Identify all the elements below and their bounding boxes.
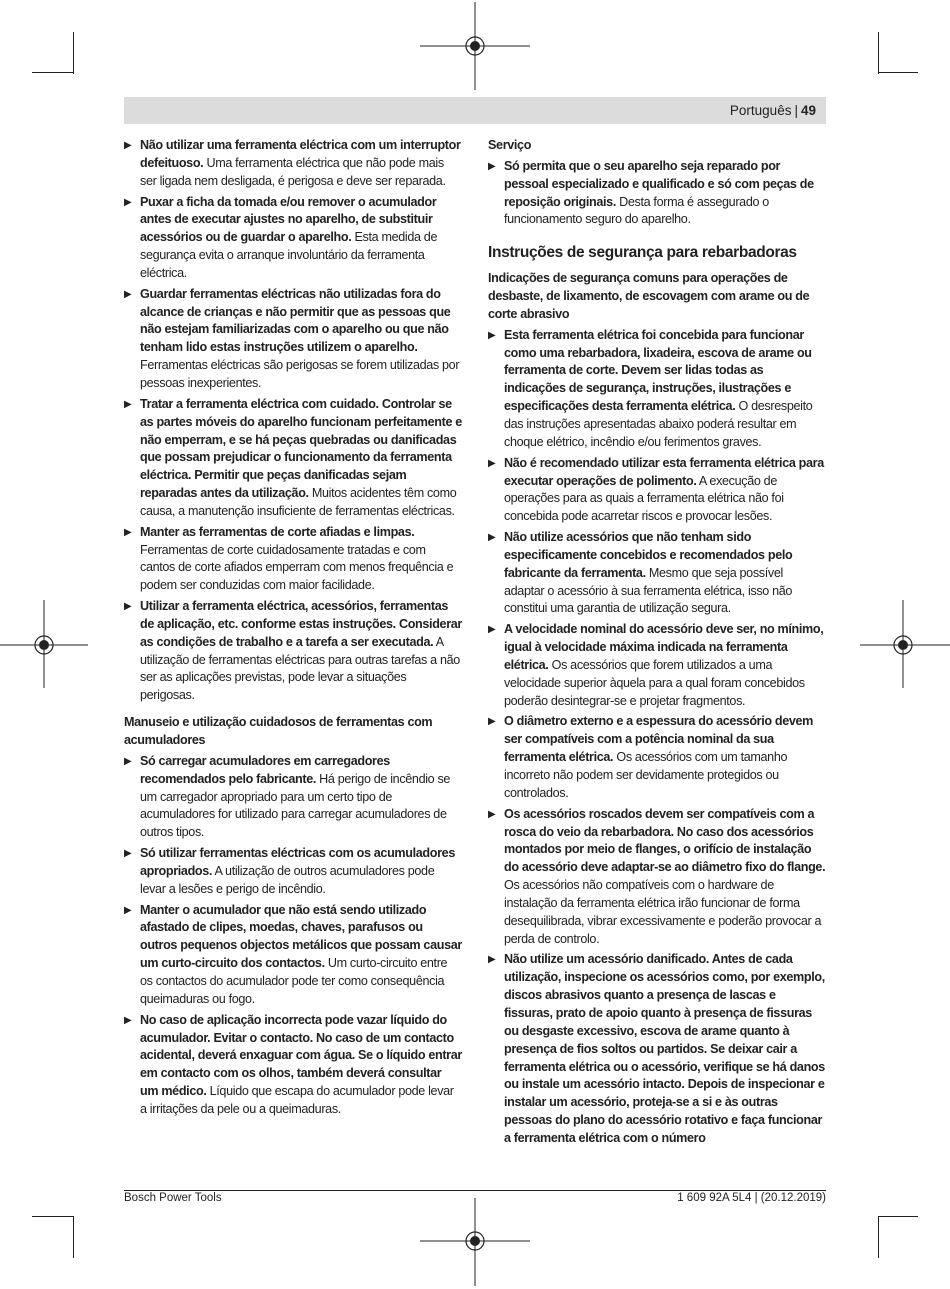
list-item xyxy=(124,396,462,521)
item-bold-text: O diâmetro externo e a espessura do acessório devem ser compatíveis com a potência nominal da sua ferramenta elétrica. xyxy=(504,714,814,765)
item-text: Ferramentas de corte cuidadosamente tratadas e com cantos de corte afiados emperram com menos frequência e podem ser conduzidas com maior facilidade. xyxy=(140,542,454,593)
bullet-arrow-icon: ▶ xyxy=(124,526,132,538)
footer-brand: Bosch Power Tools xyxy=(124,1192,222,1204)
item-bold-text: Só permita que o seu aparelho seja reparado por pessoal especializado e qualificado e só com peças de reposição originais. xyxy=(504,158,814,209)
bullet-arrow-icon: ▶ xyxy=(124,196,132,208)
section-subheading: Indicações de segurança comuns para operações de desbaste, de lixamento, de escovagem com arame ou de corte abrasivo xyxy=(488,271,810,321)
item-bold-text: Tratar a ferramenta eléctrica com cuidado. Controlar se as partes móveis do aparelho funcionam perfeitamente e não emperram, e se há peças quebradas ou danificadas que possam prejudicar o funcionamento da ferramenta eléctrica. Permitir que peças danificadas sejam reparadas antes da utilização. xyxy=(140,396,462,501)
bullet-arrow-icon: ▶ xyxy=(124,601,132,613)
item-bold-text: Esta ferramenta elétrica foi concebida para funcionar como uma rebarbadora, lixadeira, escova de arame ou ferramenta de corte. Devem ser lidas todas as indicações de segurança, instruções, ilustrações e especificações desta ferramenta elétrica. xyxy=(504,327,812,414)
item-text: Líquido que escapa do acumulador pode levar a irritações da pele ou a queimaduras. xyxy=(140,1084,454,1116)
bullet-arrow-icon: ▶ xyxy=(124,398,132,410)
crop-mark xyxy=(878,1216,918,1217)
item-text: O desrespeito das instruções apresentadas abaixo poderá resultar em choque elétrico, incêndio e/ou ferimentos graves. xyxy=(504,399,813,449)
crop-mark xyxy=(32,1216,74,1217)
list-item xyxy=(124,845,462,899)
item-bold-text: Guardar ferramentas eléctricas não utilizadas fora do alcance de crianças e não permitir que as pessoas que não estejam familiarizadas com o aparelho ou que não tenham lido estas instruções utilizem o aparelho. xyxy=(140,286,451,355)
item-bold-text: Não é recomendado utilizar esta ferramenta elétrica para executar operações de polimento. xyxy=(504,455,824,488)
item-text: A utilização de outros acumuladores pode levar a lesões e perigo de incêndio. xyxy=(140,863,435,896)
item-text: Os acessórios com um tamanho incorreto não podem ser devidamente protegidos ou controlados. xyxy=(504,750,788,800)
bullet-arrow-icon: ▶ xyxy=(124,1014,132,1026)
item-bold-text: Não utilizar uma ferramenta eléctrica com um interruptor defeituoso. xyxy=(140,138,461,170)
item-bold-text: Os acessórios roscados devem ser compatíveis com a rosca do veio da rebarbadora. No caso dos acessórios montados por meio de flanges, o orifício de instalação do acessório deve adaptar-se ao diâmetro fixo do flange. xyxy=(504,806,826,875)
item-text: A execução de operações para as quais a ferramenta elétrica não foi concebida pode acarretar riscos e provocar lesões. xyxy=(504,473,784,524)
header-bar xyxy=(124,97,826,124)
item-text: Desta forma é assegurado o funcionamento seguro do aparelho. xyxy=(504,194,769,227)
right-column xyxy=(488,137,826,1151)
bullet-arrow-icon: ▶ xyxy=(488,329,496,341)
item-bold-text: Utilizar a ferramenta eléctrica, acessórios, ferramentas de aplicação, etc. conforme estas instruções. Considerar as condições de trabalho e a tarefa a ser executada. xyxy=(140,599,462,649)
registration-mark-left xyxy=(0,600,90,690)
crop-mark xyxy=(32,72,74,73)
registration-mark-right xyxy=(860,600,950,690)
item-bold-text: Manter as ferramentas de corte afiadas e limpas. xyxy=(140,524,415,539)
registration-mark-bottom xyxy=(420,1198,530,1288)
item-bold-text: Manter o acumulador que não está sendo utilizado afastado de clipes, moedas, chaves, parafusos ou outros pequenos objectos metálicos que possam causar um curto-circuito dos contactos. xyxy=(140,902,462,971)
bullet-arrow-icon: ▶ xyxy=(488,457,496,469)
item-text: Há perigo de incêndio se um carregador apropriado para um certo tipo de acumuladores for utilizado para carregar acumuladores de outros tipos. xyxy=(140,771,451,840)
item-text: A utilização de ferramentas eléctricas para outras tarefas a não ser as aplicações previstas, pode levar a situações perigosas. xyxy=(140,634,460,703)
bullet-arrow-icon: ▶ xyxy=(488,532,496,544)
crop-mark xyxy=(878,1216,879,1258)
section-title: Instruções de segurança para rebarbadoras xyxy=(488,244,797,262)
list-item xyxy=(488,455,826,526)
footer-rule xyxy=(124,1190,826,1191)
bullet-arrow-icon: ▶ xyxy=(488,954,496,966)
list-item xyxy=(124,1012,462,1119)
left-column xyxy=(124,137,462,1122)
item-text: Um curto-circuito entre os contactos do acumulador pode ter como consequência queimaduras ou fogo. xyxy=(140,956,448,1006)
bullet-arrow-icon: ▶ xyxy=(124,755,132,767)
item-text: Ferramentas eléctricas são perigosas se forem utilizadas por pessoas inexperientes. xyxy=(140,358,460,390)
page-number: 49 xyxy=(800,103,816,118)
item-bold-text: No caso de aplicação incorrecta pode vazar líquido do acumulador. Evitar o contacto. No caso de um contacto acidental, deverá enxaguar com água. Se o líquido entrar em contacto com os olhos, também deverá consultar um médico. xyxy=(140,1012,462,1099)
item-text: Uma ferramenta eléctrica que não pode mais ser ligada nem desligada, é perigosa e deve ser reparada. xyxy=(140,155,446,188)
item-bold-text: Puxar a ficha da tomada e/ou remover o acumulador antes de executar ajustes no aparelho, de substituir acessórios ou de guardar o aparelho. xyxy=(140,194,437,245)
bullet-arrow-icon: ▶ xyxy=(124,140,132,151)
bullet-arrow-icon: ▶ xyxy=(488,716,496,728)
list-item xyxy=(124,902,462,1009)
item-bold-text: Só carregar acumuladores em carregadores recomendados pelo fabricante. xyxy=(140,753,390,786)
registration-mark-top xyxy=(420,2,530,92)
list-item xyxy=(488,529,826,618)
list-item xyxy=(124,194,462,283)
bullet-arrow-icon: ▶ xyxy=(124,288,132,300)
item-bold-text: Não utilize acessórios que não tenham sido especificamente concebidos e recomendados pelo fabricante da ferramenta. xyxy=(504,530,793,580)
list-item xyxy=(124,598,462,705)
bullet-arrow-icon: ▶ xyxy=(488,160,496,172)
header-separator: | xyxy=(794,103,798,118)
crop-mark xyxy=(878,32,879,74)
section-subheading: Manuseio e utilização cuidadosos de ferramentas com acumuladores xyxy=(124,715,433,747)
crop-mark xyxy=(73,32,74,74)
item-bold-text: Não utilize um acessório danificado. Antes de cada utilização, inspecione os acessórios como, por exemplo, discos abrasivos quanto a presença de lascas e fissuras, prato de apoio quanto à presença de fissuras ou desgaste excessivo, escova de arame quanto à presença de fios soltos ou partidos. Se deixar cair a ferramenta elétrica ou o acessório, verifique se há danos ou instale um acessório intacto. Depois de inspecionar e instalar um acessório, proteja-se a si e às outras pessoas do plano do acessório rotativo e faça funcionar a ferramenta elétrica com o número xyxy=(504,952,825,1145)
list-item xyxy=(488,621,826,710)
bullet-arrow-icon: ▶ xyxy=(488,624,496,636)
item-bold-text: Só utilizar ferramentas eléctricas com os acumuladores apropriados. xyxy=(140,846,455,878)
service-heading: Serviço xyxy=(488,138,532,152)
footer-doc-number: 1 609 92A 5L4 | (20.12.2019) xyxy=(677,1192,826,1204)
list-item xyxy=(124,753,462,842)
crop-mark xyxy=(73,1216,74,1258)
list-item xyxy=(124,524,462,595)
list-item xyxy=(124,137,462,191)
header-language: Português xyxy=(729,103,792,118)
list-item xyxy=(488,951,826,1147)
list-item xyxy=(488,806,826,949)
item-text: Muitos acidentes têm como causa, a manutenção insuficiente de ferramentas eléctricas. xyxy=(140,486,457,518)
bullet-arrow-icon: ▶ xyxy=(488,808,496,820)
bullet-arrow-icon: ▶ xyxy=(124,848,132,860)
bullet-arrow-icon: ▶ xyxy=(124,904,132,916)
list-item xyxy=(488,713,826,802)
list-item xyxy=(488,327,826,452)
list-item xyxy=(124,286,462,393)
list-item xyxy=(488,158,826,229)
item-text: Os acessórios que forem utilizados a uma velocidade superior àquela para a qual foram concebidos poderão desintegrar-se e projetar fragmentos. xyxy=(504,657,805,708)
item-bold-text: A velocidade nominal do acessório deve ser, no mínimo, igual à velocidade máxima indicada na ferramenta elétrica. xyxy=(504,622,824,672)
crop-mark xyxy=(878,72,918,73)
item-text: Esta medida de segurança evita o arranque involuntário da ferramenta eléctrica. xyxy=(140,230,438,280)
page-header xyxy=(730,103,816,118)
item-text: Os acessórios não compatíveis com o hardware de instalação da ferramenta elétrica irão funcionar de forma desequilibrada, vibrar excessivamente e poderão provocar a perda de controlo. xyxy=(504,878,822,946)
item-text: Mesmo que seja possível adaptar o acessório à sua ferramenta elétrica, isso não constitui uma garantia de utilização segura. xyxy=(504,565,793,616)
